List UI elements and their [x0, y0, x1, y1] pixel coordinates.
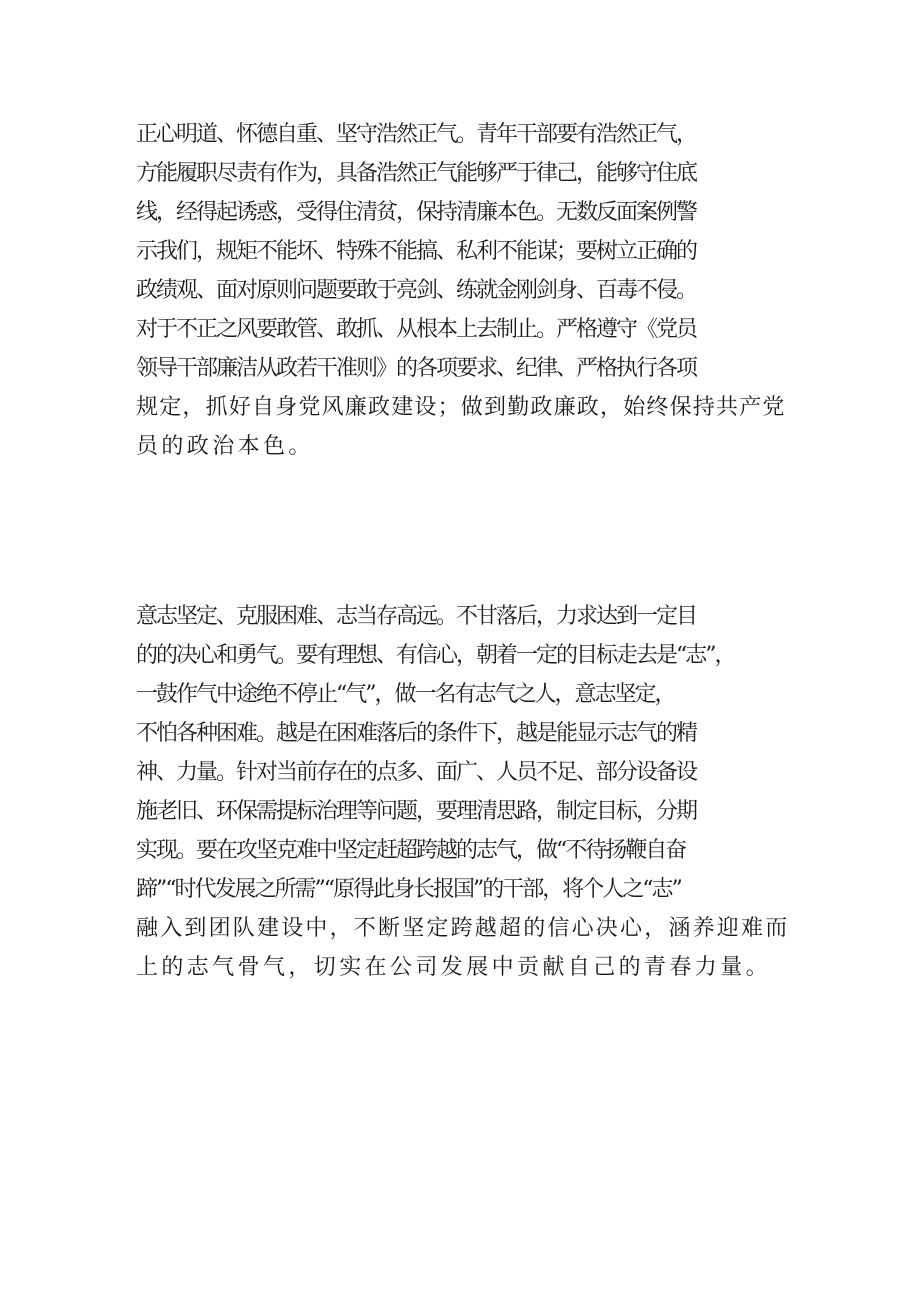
- text-line: 政绩观、面对原则问题要敢于亮剑、练就金刚剑身、百毒不侵。: [136, 278, 697, 303]
- text-line: 融入到团队建设中，不断坚定跨越超的信心决心，涵养迎难而: [136, 916, 790, 941]
- paragraph-integrity: [136, 115, 786, 466]
- text-line: 实现。要在攻坚克难中坚定赶超跨越的志气，做“不待扬鞭自奋: [136, 838, 686, 863]
- text-line: 方能履职尽责有作为，具备浩然正气能够严于律己，能够守住底: [136, 161, 697, 186]
- text-line: 意志坚定、克服困难、志当存高远。不甘落后，力求达到一定目: [136, 604, 697, 629]
- text-line: 员的政治本色。: [136, 434, 314, 459]
- text-line: 不怕各种困难。越是在困难落后的条件下，越是能显示志气的精: [136, 721, 697, 746]
- text-line: 上的志气骨气，切实在公司发展中贡献自己的青春力量。: [136, 955, 772, 980]
- text-line: 线，经得起诱惑，受得住清贫，保持清廉本色。无数反面案例警: [136, 200, 697, 225]
- text-line: 一鼓作气中途绝不停止“气”，做一名有志气之人，意志坚定，: [136, 682, 675, 707]
- text-line: 正心明道、怀德自重、坚守浩然正气。青年干部要有浩然正气，: [136, 122, 697, 147]
- text-line: 神、力量。针对当前存在的点多、面广、人员不足、部分设备设: [136, 760, 697, 785]
- text-line: 蹄”“时代发展之所需”“原得此身长报国”的干部，将个人之“志”: [136, 877, 681, 902]
- paragraph-ambition: [136, 597, 789, 987]
- text-line: 对于不正之风要敢管、敢抓、从根本上去制止。严格遵守《党员: [136, 317, 697, 342]
- text-line: 施老旧、环保需提标治理等问题，要理清思路，制定目标，分期: [136, 799, 697, 824]
- text-line: 领导干部廉洁从政若干准则》的各项要求、纪律、严格执行各项: [136, 356, 697, 381]
- text-line: 规定，抓好自身党风廉政建设；做到勤政廉政，始终保持共产党: [136, 395, 786, 420]
- text-line: 的的决心和勇气。要有理想、有信心，朝着一定的目标走去是“志”，: [136, 643, 735, 668]
- text-line: 示我们，规矩不能坏、特殊不能搞、私利不能谋；要树立正确的: [136, 239, 697, 264]
